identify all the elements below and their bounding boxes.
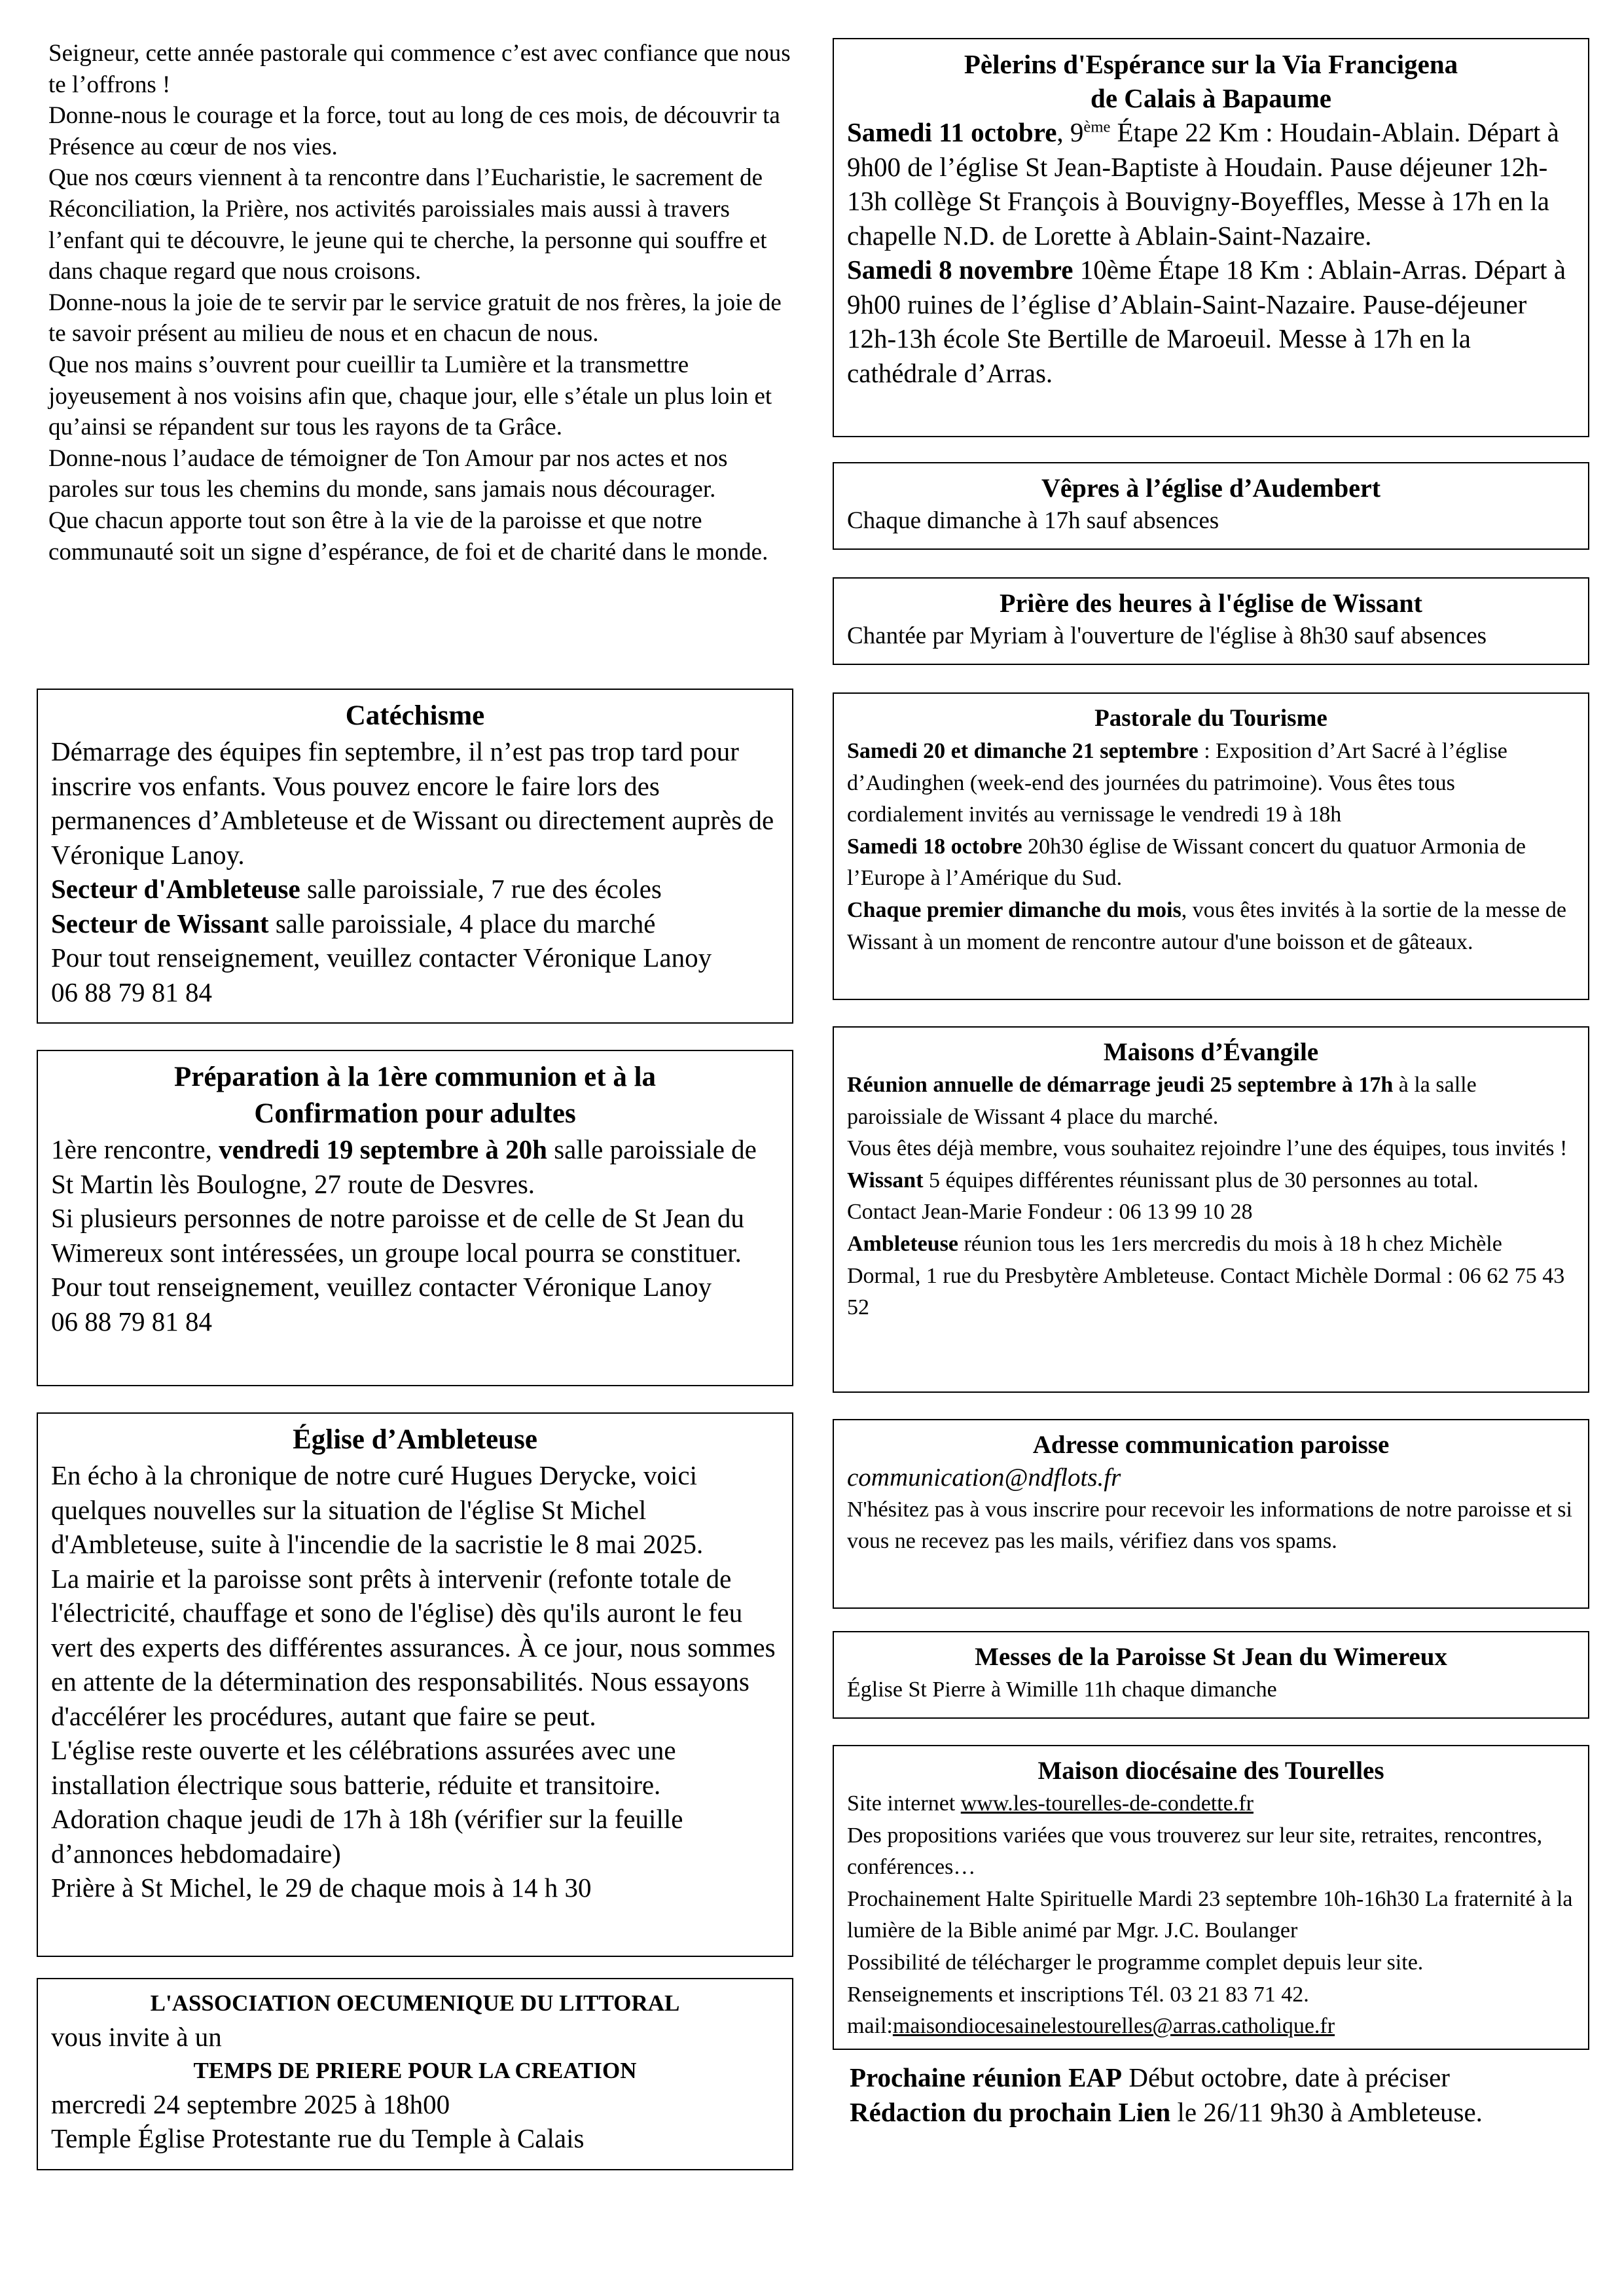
- communication-text: N'hésitez pas à vous inscrire pour recevoir les informations de notre paroisse et si vous ne recevez pas les mails, vérifiez dans vos spams.: [847, 1497, 1572, 1554]
- pelerins-stage1-text: Étape 22 Km : Houdain-Ablain. Départ à 9h00 de l’église St Jean-Baptiste à Houdain. Pause déjeuner 12h-13h collège St François à Bouvigny-Boyeffles, Messe à 17h en la chapelle N.D. de Lorette à Ablain-Saint-Nazaire.: [847, 117, 1559, 251]
- footer-notes: [850, 2060, 1589, 2130]
- catechisme-ambleteuse-text: salle paroissiale, 7 rue des écoles: [300, 874, 662, 904]
- maisons-wissant-text: 5 équipes différentes réunissant plus de 30 personnes au total.: [923, 1168, 1479, 1193]
- tourelles-p4: Renseignements et inscriptions Tél. 03 21 83 71 42.: [847, 1982, 1309, 2007]
- prayer-paragraph: Que nos mains s’ouvrent pour cueillir ta Lumière et la transmettre joyeusement à nos voisins afin que, chaque jour, elle s’étale un plus loin et qu’ainsi se répandent sur tous les rayons de ta Grâce.: [48, 351, 772, 441]
- priere-heures-text: Chantée par Myriam à l'ouverture de l'église à 8h30 sauf absences: [847, 622, 1487, 649]
- maisons-evangile-box: [833, 1026, 1589, 1393]
- catechisme-ambleteuse: [51, 872, 779, 906]
- catechisme-title: Catéchisme: [345, 700, 485, 731]
- maisons-invite: Vous êtes déjà membre, vous souhaitez rejoindre l’une des équipes, tous invités !: [847, 1136, 1568, 1161]
- pelerins-title-line1: Pèlerins d'Espérance sur la Via Francigena: [964, 49, 1458, 79]
- maisons-ambleteuse: [847, 1229, 1575, 1324]
- pelerins-stage1-date: Samedi 11 octobre: [847, 117, 1057, 147]
- opening-prayer: [48, 38, 800, 567]
- communion-place: salle paroissiale de St Martin lès Boulogne, 27 route de Desvres.: [51, 1134, 757, 1199]
- catechisme-contact: Pour tout renseignement, veuillez contacter Véronique Lanoy: [51, 942, 712, 973]
- pelerins-stage1-sup: ème: [1083, 118, 1111, 136]
- vepres-title: Vêpres à l’église d’Audembert: [1041, 473, 1381, 503]
- maisons-reunion-text: à la salle paroissiale de Wissant 4 place du marché.: [847, 1073, 1477, 1129]
- communication-email[interactable]: communication@ndflots.fr: [847, 1463, 1121, 1492]
- vepres-text: Chaque dimanche à 17h sauf absences: [847, 507, 1219, 534]
- ambleteuse-church-box: [37, 1412, 793, 1957]
- tourelles-site-link[interactable]: www.les-tourelles-de-condette.fr: [960, 1791, 1254, 1816]
- catechisme-phone: 06 88 79 81 84: [51, 977, 212, 1007]
- tourisme-concert-text: 20h30 église de Wissant concert du quatuor Armonia de l’Europe à l’Amérique du Sud.: [847, 834, 1526, 891]
- ambleteuse-church-p4: Adoration chaque jeudi de 17h à 18h (vérifier sur la feuille d’annonces hebdomadaire): [51, 1804, 683, 1869]
- ambleteuse-church-p3: L'église reste ouverte et les célébrations assurées avec une installation électrique sous batterie, réduite et transitoire.: [51, 1735, 676, 1800]
- association-invite: vous invite à un: [51, 2022, 222, 2052]
- maisons-reunion-date: Réunion annuelle de démarrage jeudi 25 septembre à 17h: [847, 1073, 1394, 1097]
- association-box: [37, 1978, 793, 2170]
- ambleteuse-church-title: Église d’Ambleteuse: [293, 1424, 537, 1455]
- tourisme-rencontre-text: , vous êtes invités à la sortie de la messe de Wissant à un moment de rencontre autour d'une boisson et de gâteaux.: [847, 897, 1566, 954]
- association-date: mercredi 24 septembre 2025 à 18h00: [51, 2089, 450, 2119]
- catechisme-wissant: [51, 906, 779, 941]
- catechisme-wissant-label: Secteur de Wissant: [51, 908, 269, 939]
- tourelles-site: [847, 1788, 1575, 1820]
- communion-group: Si plusieurs personnes de notre paroisse et de celle de St Jean du Wimereux sont intéressées, un groupe local pourra se constituer.: [51, 1203, 744, 1268]
- tourelles-p3: Possibilité de télécharger le programme complet depuis leur site.: [847, 1950, 1424, 1975]
- messes-box: [833, 1631, 1589, 1719]
- prayer-paragraph: Que nos cœurs viennent à ta rencontre dans l’Eucharistie, le sacrement de Réconciliation, la Prière, nos activités paroissiales mais aussi à travers l’enfant qui te découvre, le jeune qui te cherche, la personne qui souffre et dans chaque regard que nous croisons.: [48, 164, 767, 285]
- ambleteuse-church-p1: En écho à la chronique de notre curé Hugues Derycke, voici quelques nouvelles sur la situation de l'église St Michel d'Ambleteuse, suite à l'incendie de la sacristie le 8 mai 2025.: [51, 1460, 704, 1559]
- catechisme-intro: Démarrage des équipes fin septembre, il n’est pas trop tard pour inscrire vos enfants. Vous pouvez encore le faire lors des permanences d’Ambleteuse et de Wissant ou directement auprès de Véronique Lanoy.: [51, 736, 774, 870]
- prayer-paragraph: Seigneur, cette année pastorale qui commence c’est avec confiance que nous te l’offrons !: [48, 40, 791, 98]
- tourisme-expo: [847, 736, 1575, 831]
- footer-eap-label: Prochaine réunion EAP: [850, 2062, 1123, 2092]
- prayer-paragraph: Donne-nous le courage et la force, tout au long de ces mois, de découvrir ta Présence au cœur de nos vies.: [48, 102, 780, 160]
- pelerins-title: [847, 47, 1575, 115]
- tourisme-box: [833, 692, 1589, 1000]
- tourisme-rencontre-date: Chaque premier dimanche du mois: [847, 897, 1182, 922]
- priere-heures-box: [833, 577, 1589, 665]
- communication-title: Adresse communication paroisse: [1032, 1431, 1390, 1459]
- tourelles-box: [833, 1745, 1589, 2050]
- tourelles-mail: [847, 2011, 1575, 2043]
- maisons-evangile-title: Maisons d’Évangile: [1103, 1038, 1319, 1066]
- ambleteuse-church-p2: La mairie et la paroisse sont prêts à intervenir (refonte totale de l'électricité, chauffage et sono de l'église) dès qu'ils auront le feu vert des experts des différentes assurances. À ce jour, nous sommes en attente de la détermination des responsabilités. Nous essayons d'accélérer les procédures, autant que faire se peut.: [51, 1563, 776, 1731]
- tourisme-title: Pastorale du Tourisme: [1094, 705, 1327, 732]
- priere-heures-title: Prière des heures à l'église de Wissant: [1000, 588, 1422, 618]
- maisons-reunion: [847, 1069, 1575, 1133]
- pelerins-stage2: [847, 253, 1575, 390]
- footer-eap: [850, 2060, 1589, 2095]
- prayer-paragraph: Que chacun apporte tout son être à la vie de la paroisse et que notre communauté soit un signe d’espérance, de foi et de charité dans le monde.: [48, 507, 768, 565]
- communion-box: [37, 1050, 793, 1386]
- tourelles-mail-label: mail:: [847, 2014, 893, 2039]
- maisons-ambleteuse-text: réunion tous les 1ers mercredis du mois à 18 h chez Michèle Dormal, 1 rue du Presbytère Ambleteuse. Contact Michèle Dormal : 06 62 75 43 52: [847, 1231, 1565, 1320]
- communion-date: [51, 1132, 779, 1201]
- maisons-wissant: [847, 1165, 1575, 1197]
- messes-title: Messes de la Paroisse St Jean du Wimereux: [975, 1643, 1447, 1671]
- communion-date-bold: vendredi 19 septembre à 20h: [219, 1134, 547, 1164]
- catechisme-ambleteuse-label: Secteur d'Ambleteuse: [51, 874, 300, 904]
- tourisme-expo-text: : Exposition d’Art Sacré à l’église d’Audinghen (week-end des journées du patrimoine). Vous êtes tous cordialement invités au vernissage le vendredi 19 à 18h: [847, 739, 1507, 827]
- association-place: Temple Église Protestante rue du Temple à Calais: [51, 2123, 585, 2153]
- tourelles-p2: Prochainement Halte Spirituelle Mardi 23 septembre 10h-16h30 La fraternité à la lumière de la Bible animé par Mgr. J.C. Boulanger: [847, 1886, 1573, 1943]
- pelerins-stage1-sep: , 9: [1056, 117, 1084, 147]
- pelerins-stage1: [847, 115, 1575, 253]
- messes-text: Église St Pierre à Wimille 11h chaque dimanche: [847, 1677, 1277, 1702]
- tourisme-concert: [847, 831, 1575, 895]
- prayer-paragraph: Donne-nous l’audace de témoigner de Ton Amour par nos actes et nos paroles sur tous les chemins du monde, sans jamais nous décourager.: [48, 444, 728, 503]
- association-event: TEMPS DE PRIERE POUR LA CREATION: [193, 2057, 637, 2083]
- tourelles-mail-link[interactable]: maisondiocesainelestourelles@arras.catholique.fr: [892, 2014, 1335, 2039]
- prayer-paragraph: Donne-nous la joie de te servir par le service gratuit de nos frères, la joie de te savoir présent au milieu de nous et en chacun de nous.: [48, 289, 782, 348]
- footer-eap-text: Début octobre, date à préciser: [1122, 2062, 1450, 2092]
- tourelles-title: Maison diocésaine des Tourelles: [1038, 1757, 1384, 1785]
- communion-title: [51, 1059, 779, 1132]
- tourisme-concert-date: Samedi 18 octobre: [847, 834, 1022, 859]
- communication-box: [833, 1419, 1589, 1609]
- pelerins-title-line2: de Calais à Bapaume: [1091, 83, 1331, 113]
- association-title: L'ASSOCIATION OECUMENIQUE DU LITTORAL: [150, 1990, 680, 2016]
- footer-lien-text: le 26/11 9h30 à Ambleteuse.: [1170, 2097, 1483, 2127]
- catechisme-box: [37, 689, 793, 1024]
- communion-contact: Pour tout renseignement, veuillez contacter Véronique Lanoy: [51, 1272, 712, 1302]
- pelerins-box: [833, 38, 1589, 437]
- maisons-wissant-label: Wissant: [847, 1168, 924, 1193]
- maisons-contact: Contact Jean-Marie Fondeur : 06 13 99 10 28: [847, 1200, 1253, 1225]
- footer-lien: [850, 2095, 1589, 2130]
- pelerins-stage2-date: Samedi 8 novembre: [847, 255, 1074, 285]
- communion-title-line1: Préparation à la 1ère communion et à la: [173, 1062, 657, 1092]
- footer-lien-label: Rédaction du prochain Lien: [850, 2097, 1171, 2127]
- tourisme-rencontre: [847, 895, 1575, 958]
- vepres-box: [833, 462, 1589, 550]
- communion-lead: 1ère rencontre,: [51, 1134, 219, 1164]
- maisons-ambleteuse-label: Ambleteuse: [847, 1231, 958, 1256]
- tourelles-p1: Des propositions variées que vous trouverez sur leur site, retraites, rencontres, conférences…: [847, 1823, 1543, 1880]
- communion-phone: 06 88 79 81 84: [51, 1306, 212, 1336]
- catechisme-wissant-text: salle paroissiale, 4 place du marché: [268, 908, 656, 939]
- communion-title-line2: Confirmation pour adultes: [254, 1098, 576, 1129]
- tourelles-site-label: Site internet: [847, 1791, 961, 1816]
- pelerins-stage2-text: 10ème Étape 18 Km : Ablain-Arras. Départ à 9h00 ruines de l’église d’Ablain-Saint-Nazaire. Pause-déjeuner 12h-13h école Ste Bertille de Maroeuil. Messe à 17h en la cathédrale d’Arras.: [847, 255, 1566, 388]
- ambleteuse-church-p5: Prière à St Michel, le 29 de chaque mois à 14 h 30: [51, 1873, 592, 1903]
- tourisme-expo-date: Samedi 20 et dimanche 21 septembre: [847, 739, 1199, 763]
